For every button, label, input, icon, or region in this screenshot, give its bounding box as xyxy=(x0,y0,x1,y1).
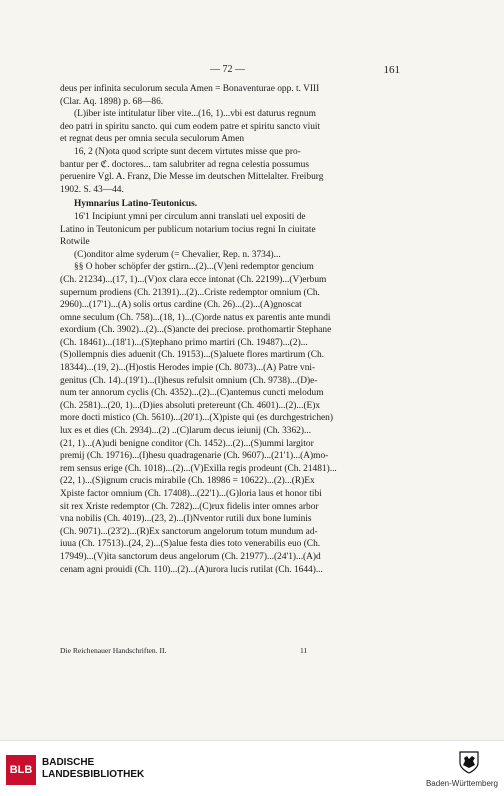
text-line: (C)onditor alme syderum (= Chevalier, Rep. n. 3734)... xyxy=(74,249,281,260)
state-crest-icon xyxy=(456,749,482,775)
text-line: genitus (Ch. 14)..(19'1)...(I)hesus refulsit omnium (Ch. 9738)...(D)e- xyxy=(60,375,318,386)
library-name xyxy=(42,757,144,781)
text-line: omne seculum (Ch. 758)...(18, 1)...(C)orde natus ex parentis ante mundi xyxy=(60,312,331,323)
text-line: 16'1 Incipiunt ymni per circulum anni translati uel expositi de xyxy=(74,211,306,222)
text-line: (Ch. 2581)...(20, 1)...(D)ies absoluti pretereunt (Ch. 4601)...(2)...(E)x xyxy=(60,400,321,411)
text-line: 16, 2 (N)ota quod scripte sunt decem virtutes misse que pro- xyxy=(74,146,301,157)
text-line: Rotwile xyxy=(60,237,90,248)
text-line: iuua (Ch. 17513)..(24, 2)...(S)alue festa dies toto venerabilis euo (Ch. xyxy=(60,539,321,550)
library-name-line2: LANDESBIBLIOTHEK xyxy=(42,769,145,780)
text-line: Latino in Teutonicum per publicum notarium tocius regni In ciuitate xyxy=(60,224,316,235)
page-footer xyxy=(60,646,400,658)
text-line: 1902. S. 43—44. xyxy=(60,184,124,195)
page-marker: — 72 — xyxy=(210,64,245,75)
section-heading: Hymnarius Latino-Teutonicus. xyxy=(74,199,198,210)
text-line: (Clar. Aq. 1898) p. 68—86. xyxy=(60,96,164,107)
text-line: vna nobilis (Ch. 4019)...(23, 2)...(I)Nventor rutili dux bone luminis xyxy=(60,514,312,525)
text-line: 2960)...(17'1)...(A) solis ortus cardine (Ch. 26)...(2)...(A)gnoscat xyxy=(60,300,302,311)
running-header xyxy=(60,64,400,78)
text-line: 17949)...(V)ita sanctorum deus angelorum (Ch. 21977)...(24'1)...(A)d xyxy=(60,551,321,562)
library-branding-bar xyxy=(0,740,504,796)
text-line: Xpiste factor omnium (Ch. 17408)...(22'1)...(G)loria laus et honor tibi xyxy=(60,489,322,499)
state-name: Baden-Württemberg xyxy=(425,779,498,788)
text-line: peruenire Vgl. A. Franz, Die Messe im deutschen Mittelalter. Freiburg xyxy=(60,172,324,183)
text-line: deus per infinita seculorum secula Amen = Bonaventurae opp. t. VIII xyxy=(60,84,320,94)
text-line: cenam agni prouidi (Ch. 110)...(2)...(A)urora lucis rutilat (Ch. 1644)... xyxy=(60,564,323,575)
text-line: (L)iber iste intitulatur liber vite...(16, 1)...vbi est daturus regnum xyxy=(74,109,316,120)
text-line: (Ch. 21234)...(17, 1)...(V)ox clara ecce intonat (Ch. 22199)...(V)erbum xyxy=(60,274,327,285)
text-line: (S)ollempnis dies aduenit (Ch. 19153)...(S)aluete flores martirum (Ch. xyxy=(60,350,325,361)
text-line: bantur per ℭ. doctores... tam salubriter ad regna celestia possumus xyxy=(60,159,309,170)
text-line: 18344)...(19, 2)...(H)ostis Herodes impie (Ch. 8073)...(A) Patre vni- xyxy=(60,363,316,374)
library-name-line1: BADISCHE xyxy=(42,757,95,768)
text-line: §§ O hober schöpfer der gstirn...(2)...(V)eni redemptor gencium xyxy=(74,262,314,273)
text-line: supernum prodiens (Ch. 21391)...(2)...Criste redemptor omnium (Ch. xyxy=(60,287,320,298)
blb-logo[interactable]: BLB xyxy=(6,755,36,785)
text-line: (Ch. 18461)...(18'1)...(S)tephano primo martiri (Ch. 19487)...(2)... xyxy=(60,337,308,348)
footer-title: Die Reichenauer Handschriften. II. xyxy=(60,646,167,655)
text-line: premij (Ch. 19716)...(I)hesu quadragenarie (Ch. 9607)...(21'1)...(A)mo- xyxy=(60,451,329,462)
text-line: exordium (Ch. 3902)...(2)...(S)ancte dei preciose. prothomartir Stephane xyxy=(60,325,332,336)
text-line: more docti mistico (Ch. 5610)...(20'1)...(X)piste qui (es durchgestrichen) xyxy=(60,413,333,424)
text-line: (21, 1)...(A)udi benigne conditor (Ch. 1452)...(2)...(S)ummi largitor xyxy=(60,438,314,449)
text-line: (Ch. 9071)...(23'2)...(R)Ex sanctorum angelorum totum mundum ad- xyxy=(60,526,318,537)
text-line: et regnat deus per omnia secula seculorum Amen xyxy=(60,134,245,145)
folio-number: 161 xyxy=(383,64,400,76)
signature-mark: 11 xyxy=(300,646,308,655)
text-line: rem sensus erige (Ch. 1018)...(2)...(V)Exilla regis prodeunt (Ch. 21481)... xyxy=(60,463,337,474)
text-line: sit rex Xriste redemptor (Ch. 7282)...(C)rux fidelis inter omnes arbor xyxy=(60,501,319,512)
text-line: deo patri in spiritu sancto. qui cum eodem patre et spiritu sancto viuit xyxy=(60,121,321,132)
text-line: lux es et dies (Ch. 2934)...(2) ..(C)larum decus ieiunij (Ch. 3362)... xyxy=(60,426,311,437)
page-body xyxy=(60,83,400,576)
text-line: num ter annorum cyclis (Ch. 4352)...(2)...(C)antemus cuncti melodum xyxy=(60,388,324,399)
text-line: (22, 1)...(S)ignum crucis mirabile (Ch. 18986 = 10622)...(2)...(R)Ex xyxy=(60,476,315,487)
